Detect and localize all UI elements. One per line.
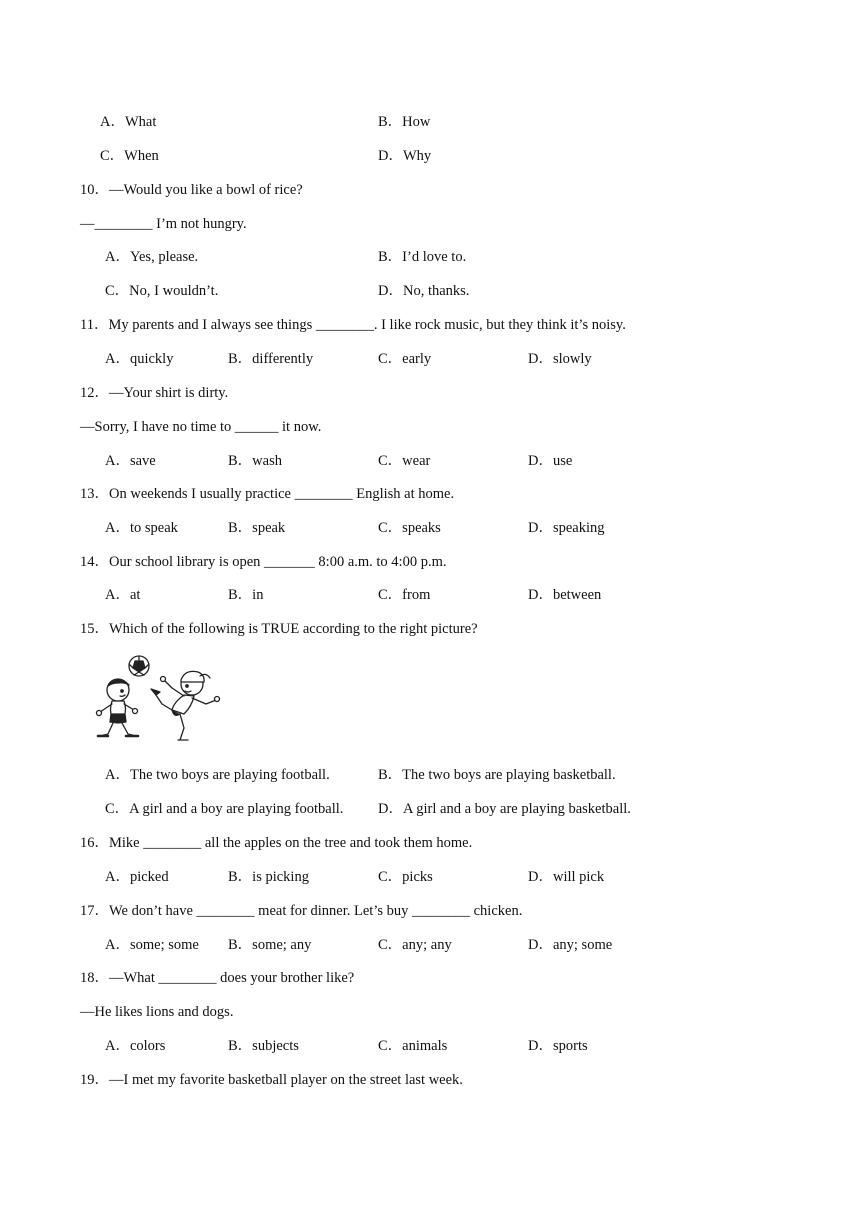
q16-option-a: A．picked [105,869,169,885]
q10-stem: 10．—Would you like a bowl of rice? [80,182,303,198]
q14-option-a: A．at [105,587,141,603]
q11-option-a: A．quickly [105,351,174,367]
q18-reply: —He likes lions and dogs. [80,1004,234,1020]
q17-option-b: B．some; any [228,937,312,953]
q9-option-b: B．How [378,114,431,130]
q11-option-b: B．differently [228,351,314,367]
q17-option-c: C．any; any [378,937,452,953]
q18-stem: 18．—What ________ does your brother like? [80,970,355,986]
q17-option-a: A．some; some [105,937,199,953]
q18-option-b: B．subjects [228,1038,299,1054]
q12-option-c: C．wear [378,453,431,469]
q16-option-b: B．is picking [228,869,309,885]
q13-option-c: C．speaks [378,520,441,536]
q15-stem: 15．Which of the following is TRUE according to the right picture? [80,621,478,637]
q19-stem: 19．—I met my favorite basketball player on the street last week. [80,1072,463,1088]
q15-option-d: D．A girl and a boy are playing basketball. [378,801,631,817]
q12-stem: 12．—Your shirt is dirty. [80,385,229,401]
q10-reply: —________ I’m not hungry. [80,216,247,232]
q12-option-b: B．wash [228,453,282,469]
q15-option-b: B．The two boys are playing basketball. [378,767,616,783]
q18-option-d: D．sports [528,1038,588,1054]
q12-reply: —Sorry, I have no time to ______ it now. [80,419,322,435]
boys-playing-football-illustration [88,652,224,746]
q9-option-a: A．What [100,114,157,130]
q10-option-c: C．No, I wouldn’t. [105,283,219,299]
q10-option-a: A．Yes, please. [105,249,199,265]
q11-option-c: C．early [378,351,432,367]
q9-option-c: C．When [100,148,159,164]
q14-option-c: C．from [378,587,431,603]
q16-stem: 16．Mike ________ all the apples on the tree and took them home. [80,835,473,851]
q10-option-b: B．I’d love to. [378,249,467,265]
q17-stem: 17．We don’t have ________ meat for dinner. Let’s buy ________ chicken. [80,903,523,919]
q9-option-d: D．Why [378,148,432,164]
q13-stem: 13．On weekends I usually practice ________ English at home. [80,486,455,502]
q13-option-d: D．speaking [528,520,605,536]
q12-option-d: D．use [528,453,573,469]
q15-option-c: C．A girl and a boy are playing football. [105,801,344,817]
q13-option-a: A．to speak [105,520,178,536]
q16-option-c: C．picks [378,869,433,885]
q11-stem: 11．My parents and I always see things ________. I like rock music, but they think it’s noisy. [80,317,626,333]
q10-option-d: D．No, thanks. [378,283,470,299]
q13-option-b: B．speak [228,520,286,536]
q17-option-d: D．any; some [528,937,613,953]
q14-option-b: B．in [228,587,264,603]
q15-option-a: A．The two boys are playing football. [105,767,330,783]
q18-option-c: C．animals [378,1038,448,1054]
q14-option-d: D．between [528,587,602,603]
q12-option-a: A．save [105,453,156,469]
q11-option-d: D．slowly [528,351,592,367]
q18-option-a: A．colors [105,1038,166,1054]
q16-option-d: D．will pick [528,869,605,885]
q14-stem: 14．Our school library is open _______ 8:00 a.m. to 4:00 p.m. [80,554,447,570]
